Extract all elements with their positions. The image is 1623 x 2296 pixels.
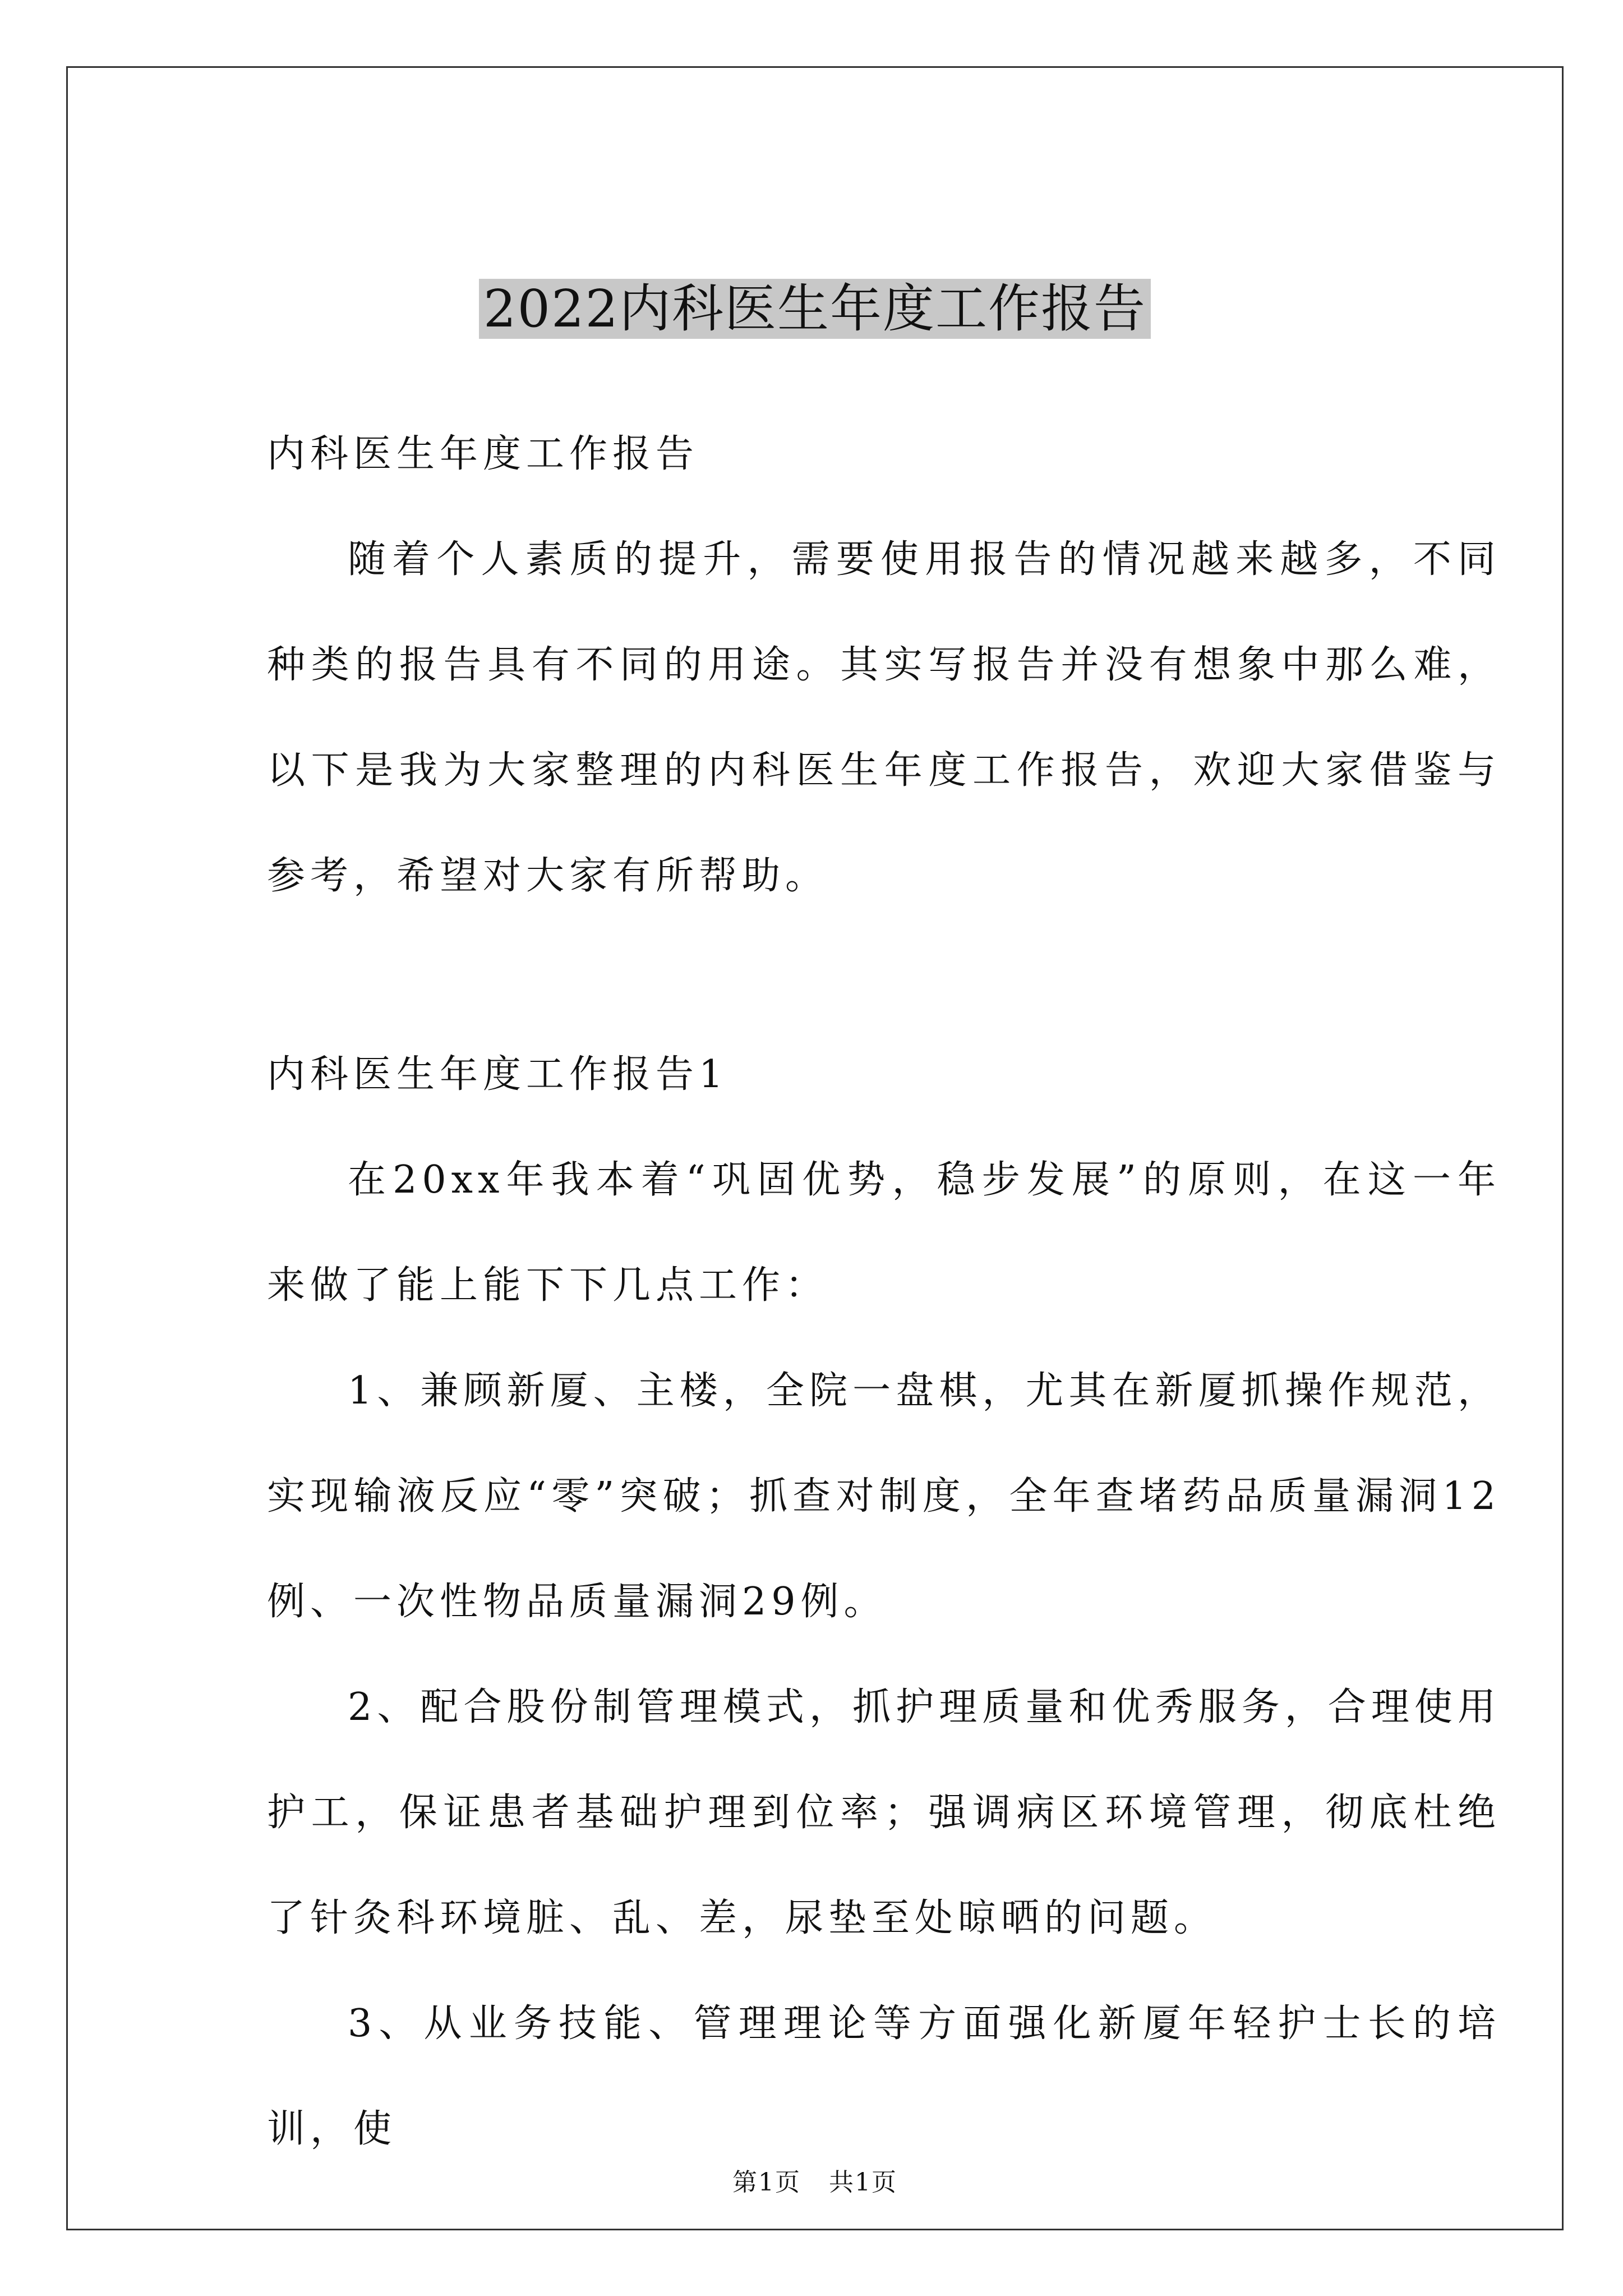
report-subtitle: 内科医生年度工作报告: [267, 432, 699, 476]
page-number: 第1页: [732, 2168, 801, 2197]
page-total: 共1页: [829, 2168, 897, 2197]
body-paragraph: 1、兼顾新厦、主楼，全院一盘棋，尤其在新厦抓操作规范，实现输液反应“零”突破；抓查对制度，全年查堵药品质量漏洞12例、一次性物品质量漏洞29例。: [267, 1369, 1501, 1624]
document-title-text: 2022内科医生年度工作报告: [479, 279, 1151, 339]
document-body: [267, 402, 1501, 2182]
body-paragraph: 在20xx年我本着“巩固优势，稳步发展”的原则，在这一年来做了能上能下下几点工作：: [267, 1158, 1501, 1308]
body-paragraph: 3、从业务技能、管理理论等方面强化新厦年轻护士长的培训，使: [267, 2001, 1501, 2151]
body-paragraph: 2、配合股份制管理模式，抓护理质量和优秀服务，合理使用护工，保证患者基础护理到位率；强调病区环境管理，彻底杜绝了针灸科环境脏、乱、差，尿垫至处晾晒的问题。: [267, 1685, 1501, 1940]
section-spacer: [267, 929, 1501, 1022]
document-title: [68, 270, 1562, 348]
page-frame: [66, 66, 1564, 2230]
intro-paragraph: 随着个人素质的提升，需要使用报告的情况越来越多，不同种类的报告具有不同的用途。其实写报告并没有想象中那么难，以下是我为大家整理的内科医生年度工作报告，欢迎大家借鉴与参考，希望对大家有所帮助。: [267, 537, 1501, 898]
page-footer: [68, 2166, 1562, 2200]
section-heading: 内科医生年度工作报告1: [267, 1052, 728, 1097]
